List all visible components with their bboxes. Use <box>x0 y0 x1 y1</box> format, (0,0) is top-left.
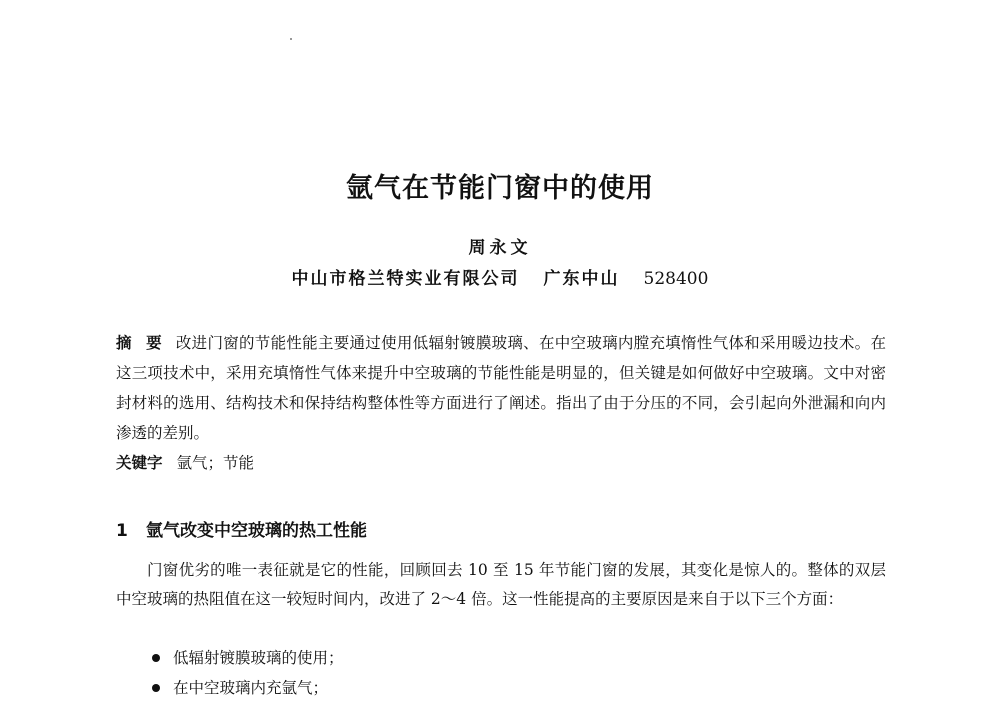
affiliation-company: 中山市格兰特实业有限公司 <box>291 269 520 289</box>
paper-title: 氩气在节能门窗中的使用 <box>346 173 654 204</box>
bullet-list <box>152 643 344 703</box>
list-item: 在中空玻璃内充氩气； <box>152 673 344 703</box>
keywords <box>116 450 886 476</box>
keywords-text: 氩气；节能 <box>176 454 255 472</box>
body-paragraph: 门窗优劣的唯一表征就是它的性能，回顾回去 10 至 15 年节能门窗的发展，其变化是惊人的。整体的双层中空玻璃的热阻值在这一较短时间内，改进了 2～4 倍。这一性能提高的主要原因是来自于以下三个方面： <box>116 561 886 608</box>
author-name: 周永文 <box>468 238 532 258</box>
keywords-label: 关键字 <box>116 454 163 472</box>
affiliation <box>0 264 1000 289</box>
affiliation-postcode: 528400 <box>643 269 709 289</box>
abstract <box>116 328 886 448</box>
abstract-label: 摘 要 <box>116 334 162 352</box>
affiliation-location: 广东中山 <box>543 269 620 289</box>
section-number: 1 <box>116 521 128 541</box>
bullet-icon <box>152 654 160 662</box>
list-item: 低辐射镀膜玻璃的使用； <box>152 643 344 673</box>
bullet-icon <box>152 684 160 692</box>
scan-speck <box>290 38 292 40</box>
section-title: 氩气改变中空玻璃的热工性能 <box>146 521 367 541</box>
abstract-text: 改进门窗的节能性能主要通过使用低辐射镀膜玻璃、在中空玻璃内膛充填惰性气体和采用暖边技术。在这三项技术中，采用充填惰性气体来提升中空玻璃的节能性能是明显的，但关键是如何做好中空玻璃。文中对密封材料的选用、结构技术和保持结构整体性等方面进行了阐述。指出了由于分压的不同，会引起向外泄漏和向内渗透的差别。 <box>116 334 886 442</box>
section-heading <box>116 516 367 541</box>
